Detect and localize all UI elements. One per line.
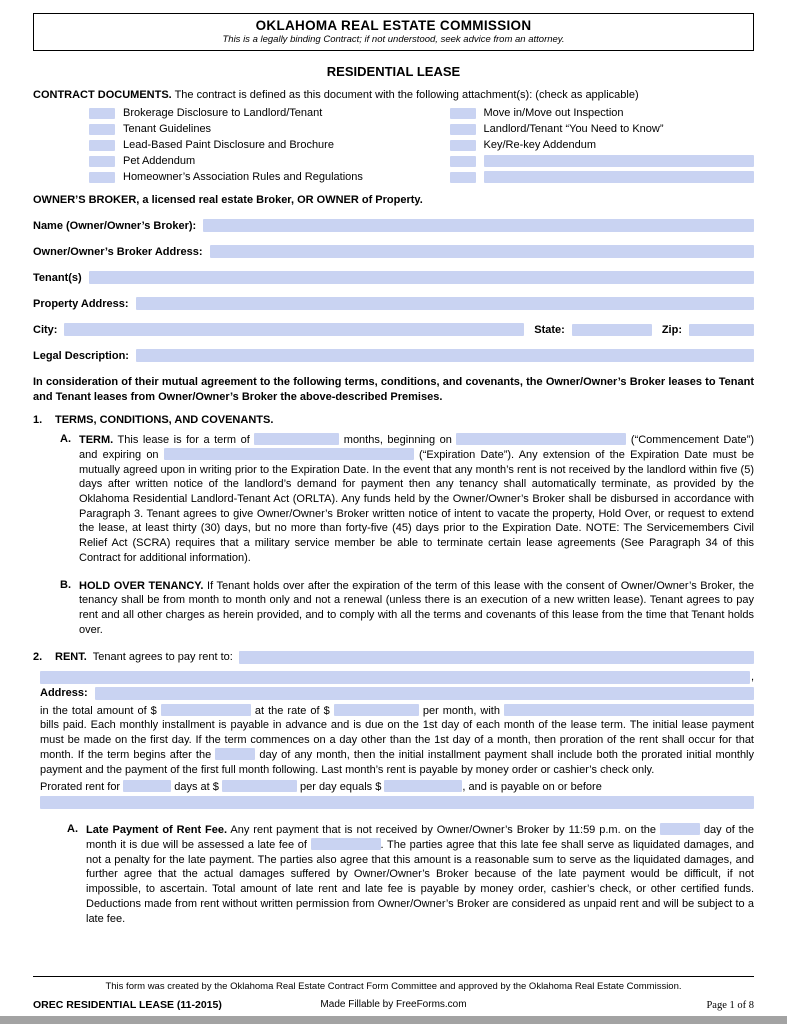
attachment-col-right <box>394 107 755 187</box>
attachment-row <box>33 155 394 167</box>
attachment-label: Lead-Based Paint Disclosure and Brochure <box>123 139 334 151</box>
name-label: Name (Owner/Owner’s Broker): <box>33 219 197 232</box>
term-clause-letter: A. <box>60 433 71 446</box>
city-input[interactable] <box>64 323 524 336</box>
late-fee-label: Late Payment of Rent Fee. <box>86 824 228 837</box>
rent-payee-line-2 <box>40 671 754 684</box>
state-label: State: <box>534 323 565 336</box>
rent-payee-field[interactable] <box>239 651 754 664</box>
page-number: Page 1 of 8 <box>706 1000 754 1011</box>
property-address-input[interactable] <box>136 297 754 310</box>
prorated-days-field[interactable] <box>123 780 171 792</box>
city-state-zip-row <box>33 323 754 336</box>
rent-line-comma: , <box>750 671 754 684</box>
checkbox-key-rekey[interactable] <box>450 140 476 151</box>
attachment-label: Landlord/Tenant “You Need to Know” <box>483 123 664 135</box>
late-clause-body <box>86 823 754 926</box>
contract-documents-intro <box>33 89 754 101</box>
page-footer <box>33 976 754 1011</box>
late-text: . The parties agree that this late fee shall serve as liquidated damages, and not a penalty for the late payment. The parties also agree that this amount is a reasonable sum to serve as the liquidated damages, and further agree that the actual damages suffered by Owner/Owner’s Broker because of the late payment would be difficult, if not impossible, to ascertain. Total amount of late rent and late fee is payable by money order, cashier’s check, or other certified funds. Deductions made from rent without written permission from Owner/Owner’s Broker are considered as unpaid rent and will be subject to a late fee. <box>86 838 755 925</box>
owner-broker-heading: OWNER’S BROKER, a licensed real estate Broker, OR OWNER of Property. <box>33 194 423 206</box>
term-clause <box>33 433 754 566</box>
attachment-row <box>33 171 394 183</box>
legal-description-label: Legal Description: <box>33 349 129 362</box>
attachment-label: Homeowner’s Association Rules and Regulations <box>123 171 363 183</box>
attachment-row-other <box>394 171 755 183</box>
rent-text: at the rate of $ <box>254 704 330 717</box>
attachment-row <box>33 107 394 119</box>
section-1-heading <box>33 414 754 426</box>
rent-intro-text: Tenant agrees to pay rent to: <box>92 651 233 664</box>
prorated-total-field[interactable] <box>384 780 462 792</box>
term-text: (“Expiration Date”). Any extension of the Expiration Date must be mutually agreed upon in writing prior to the Expiration Date. In the event that any month’s rent is not received by the landlord within five (5) days after written notice of the landlord’s demand for payment then any tenancy shall automatically terminate, as provided by the Oklahoma Residential Landlord-Tenant Act (ORLTA). Any funds held by the Owner/Owner’s Broker shall be disbursed in accordance with Paragraph 3. Tenant agrees to give Owner/Owner’s Broker written notice of intent to vacate the property, Hold Over, or request to extend the lease, at least thirty (30) days, but no more than forty-five (45) days prior to the Expiration Date. NOTE: The Servicemembers Civil Relief Act (SCRA) requires that a military service member be able to terminate certain lease agreements (See Paragraph 34 of this Contract for additional information). <box>79 448 755 564</box>
attachment-label: Pet Addendum <box>123 155 196 167</box>
checkbox-tenant-guidelines[interactable] <box>89 124 115 135</box>
per-day-amount-field[interactable] <box>222 780 297 792</box>
other-attachment-field-2[interactable] <box>484 171 755 183</box>
checkbox-lead-paint-disclosure[interactable] <box>89 140 115 151</box>
rent-text: bills paid. Each monthly installment is payable in advance and is due on the 1st day of each month of the lease term. The initial lease payment must be made on the first day. If the term commences on a day other than the 1st day of a month, then proration of the rent shall occur for that month. If the term begins after the <box>40 719 754 761</box>
property-address-label: Property Address: <box>33 297 129 310</box>
footer-note: This form was created by the Oklahoma Real Estate Contract Form Committee and approved by the Oklahoma Real Estate Commission. <box>105 981 682 992</box>
city-label: City: <box>33 323 58 336</box>
term-text: months, beginning on <box>343 434 452 447</box>
attachment-label: Move in/Move out Inspection <box>483 107 624 119</box>
tenants-label: Tenant(s) <box>33 271 82 284</box>
checkbox-hoa-rules[interactable] <box>89 172 115 183</box>
attachment-row <box>394 139 755 151</box>
attachment-row <box>33 139 394 151</box>
legal-description-row <box>33 349 754 362</box>
term-clause-body <box>79 433 754 566</box>
attachment-row <box>394 123 755 135</box>
holdover-clause-letter: B. <box>60 578 71 591</box>
attachment-label: Brokerage Disclosure to Landlord/Tenant <box>123 107 323 119</box>
attachment-row <box>33 123 394 135</box>
checkbox-you-need-to-know[interactable] <box>450 124 476 135</box>
total-amount-field[interactable] <box>161 704 251 716</box>
section-2-number: 2. <box>33 651 43 664</box>
binding-contract-notice: This is a legally binding Contract; if not understood, seek advice from an attorney. <box>222 34 565 45</box>
contract-documents-label: CONTRACT DOCUMENTS. <box>33 89 172 101</box>
prorate-text: , and is payable on or before <box>462 781 602 794</box>
attachment-label: Tenant Guidelines <box>123 123 212 135</box>
attachment-row <box>394 107 755 119</box>
broker-address-label: Owner/Owner’s Broker Address: <box>33 245 203 258</box>
rent-address-label: Address: <box>40 687 88 700</box>
fillable-credit: Made Fillable by FreeForms.com <box>320 999 467 1010</box>
section-1-title: TERMS, CONDITIONS, AND COVENANTS. <box>55 414 274 427</box>
rent-text: per month, with <box>422 704 500 717</box>
prorated-rent-line <box>40 780 754 793</box>
rent-address-row <box>40 687 754 700</box>
expiration-date-field[interactable] <box>164 448 414 460</box>
late-fee-amount-field[interactable] <box>311 838 381 850</box>
proration-day-field[interactable] <box>215 748 255 760</box>
holdover-clause <box>33 579 754 638</box>
payable-date-field[interactable] <box>40 796 754 809</box>
holdover-text: If Tenant holds over after the expiration of the term of this lease with the consent of Owner/Owner’s Broker, the tenancy shall be from month to month only and not a renewal (unless there is an execution of a new written lease). Tenant agrees to pay rent and all other charges as herein provided, and to comply with all the terms and covenants of this lease from the time that Tenant holds over. <box>79 579 754 636</box>
late-payment-clause <box>40 823 754 926</box>
holdover-clause-body <box>79 579 754 638</box>
rent-label: RENT. <box>55 651 87 664</box>
broker-address-input[interactable] <box>210 245 754 258</box>
tenants-row <box>33 271 754 284</box>
attachment-checklist <box>33 107 754 187</box>
document-title: RESIDENTIAL LEASE <box>326 64 461 79</box>
payable-date-row <box>40 796 754 809</box>
bills-paid-field[interactable] <box>504 704 754 716</box>
checkbox-other-2[interactable] <box>450 172 476 183</box>
late-clause-letter: A. <box>67 823 78 836</box>
checkbox-pet-addendum[interactable] <box>89 156 115 167</box>
term-months-field[interactable] <box>254 433 339 445</box>
legal-description-input[interactable] <box>136 349 754 362</box>
property-address-row <box>33 297 754 310</box>
rent-payee-field-2[interactable] <box>40 671 750 684</box>
commission-header-box <box>33 13 754 51</box>
broker-address-row <box>33 245 754 258</box>
late-day-field[interactable] <box>660 823 700 835</box>
term-label: TERM. <box>79 434 114 447</box>
prorate-text: days at $ <box>174 781 219 794</box>
footer-row <box>33 999 754 1011</box>
form-id: OREC RESIDENTIAL LEASE (11-2015) <box>33 999 222 1011</box>
name-input[interactable] <box>203 219 754 232</box>
prorate-text: per day equals $ <box>299 781 382 794</box>
rent-text: in the total amount of $ <box>40 704 157 717</box>
attachment-row-other <box>394 155 755 167</box>
holdover-label: HOLD OVER TENANCY. <box>79 579 204 592</box>
attachment-col-left <box>33 107 394 187</box>
term-text: This lease is for a term of <box>117 434 250 447</box>
rent-amount-paragraph <box>40 704 754 778</box>
name-row <box>33 219 754 232</box>
attachment-label: Key/Re-key Addendum <box>483 139 597 151</box>
late-text: Any rent payment that is not received by Owner/Owner’s Broker by 11:59 p.m. on the <box>230 824 657 837</box>
rent-address-input[interactable] <box>95 687 754 700</box>
tenants-input[interactable] <box>89 271 754 284</box>
zip-input[interactable] <box>689 324 754 336</box>
monthly-rate-field[interactable] <box>334 704 419 716</box>
zip-label: Zip: <box>661 323 682 336</box>
state-input[interactable] <box>572 324 652 336</box>
section-2-heading <box>33 651 754 664</box>
footer-divider <box>33 976 754 977</box>
other-attachment-field-1[interactable] <box>484 155 755 167</box>
checkbox-brokerage-disclosure[interactable] <box>89 108 115 119</box>
late-text: day of the month it is due will be assessed a late fee of <box>86 824 754 851</box>
term-text: (“Commencement Date”) and expiring on <box>79 434 754 461</box>
commission-title: OKLAHOMA REAL ESTATE COMMISSION <box>255 18 532 33</box>
checkbox-move-inspection[interactable] <box>450 108 476 119</box>
consideration-paragraph: In consideration of their mutual agreement to the following terms, conditions, and covenants, the Owner/Owner’s Broker leases to Tenant and Tenant leases from Owner/Owner’s Broker the above-described Premises. <box>33 376 754 403</box>
rent-section-body <box>40 671 754 927</box>
commencement-date-field[interactable] <box>456 433 626 445</box>
contract-documents-text: The contract is defined as this document with the following attachment(s): (check as applicable) <box>174 89 639 101</box>
rent-text: day of any month, then the initial installment payment shall include both the prorated initial monthly payment and the payment of the first full month following. Last month’s rent is payable by money order or cashier’s check only. <box>40 748 755 776</box>
prorate-text: Prorated rent for <box>40 781 121 794</box>
checkbox-other-1[interactable] <box>450 156 476 167</box>
section-1-number: 1. <box>33 414 43 427</box>
